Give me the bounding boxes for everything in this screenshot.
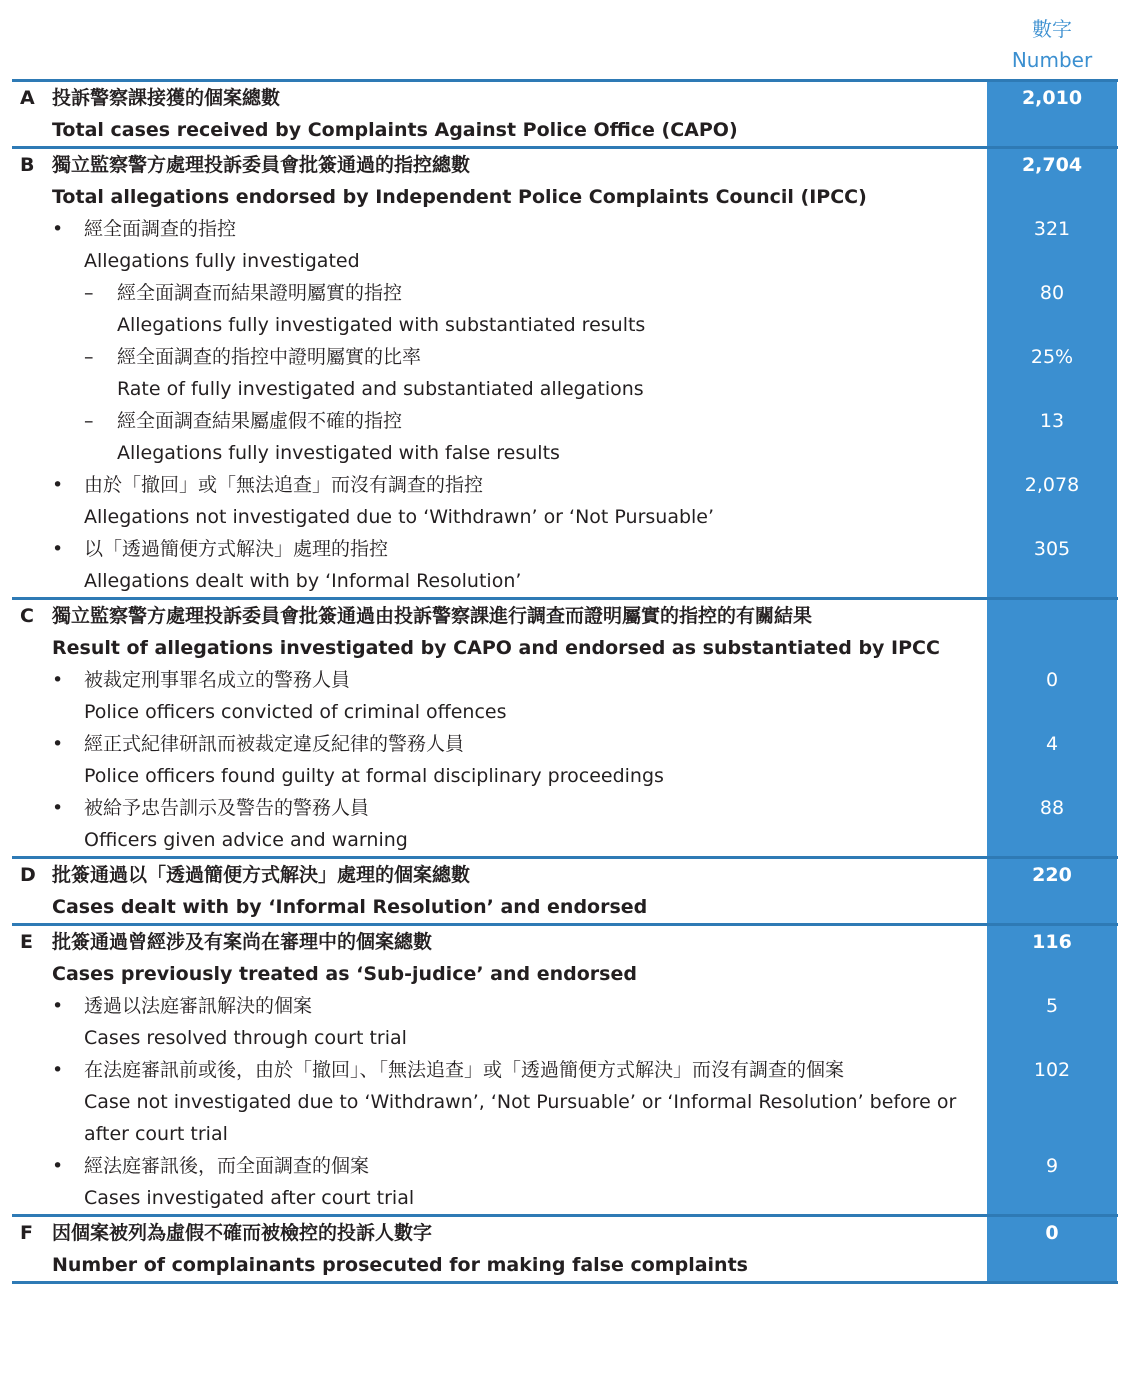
row-label: Total cases received by Complaints Against Police Office (CAPO) [52,119,738,141]
table-row [12,632,1118,664]
row-value: 116 [1032,931,1072,953]
row-value: 25% [1030,346,1074,368]
table-row [12,533,1118,565]
row-value: 13 [1039,410,1065,432]
table-row [12,309,1118,341]
section-letter: B [20,154,35,176]
row-label: Total allegations endorsed by Independent Police Complaints Council (IPCC) [52,186,867,208]
table-row [12,891,1118,923]
row-label: Cases dealt with by ‘Informal Resolution’ and endorsed [52,896,648,918]
row-label: 經全面調查而結果證明屬實的指控 [117,282,403,304]
row-value: 220 [1032,864,1072,886]
section-letter: D [20,864,36,886]
row-label: 被給予忠告訓示及警告的警務人員 [84,797,370,819]
table-row [12,926,1118,958]
row-value: 4 [1045,733,1059,755]
row-label: Police officers convicted of criminal offences [84,701,507,723]
row-value: 9 [1045,1155,1059,1177]
complaints-statistics-table [12,79,1118,1284]
table-row [12,114,1118,146]
header-number-chinese: 數字 [1032,17,1072,41]
row-value: 2,010 [1021,87,1083,109]
bullet-marker: • [52,995,64,1017]
table-row [12,600,1118,632]
table-row [12,245,1118,277]
table-row [12,1118,1118,1150]
row-value: 305 [1033,538,1071,560]
row-label: 經法庭審訊後，而全面調查的個案 [84,1155,370,1177]
row-label: Allegations fully investigated [84,250,360,272]
bullet-marker: • [52,218,64,240]
row-value: 0 [1045,669,1059,691]
row-label: Allegations not investigated due to ‘Withdrawn’ or ‘Not Pursuable’ [84,506,715,528]
bullet-marker: • [52,797,64,819]
table-row [12,82,1118,114]
section-c [12,597,1118,856]
section-e [12,923,1118,1214]
section-letter: C [20,605,34,627]
table-row [12,277,1118,309]
row-label: 被裁定刑事罪名成立的警務人員 [84,669,351,691]
row-label: Cases previously treated as ‘Sub-judice’ and endorsed [52,963,637,985]
row-label: Rate of fully investigated and substantiated allegations [117,378,644,400]
section-b [12,146,1118,597]
row-label: after court trial [84,1123,228,1145]
row-label: 經全面調查結果屬虛假不確的指控 [117,410,403,432]
table-row [12,1217,1118,1249]
bullet-marker: • [52,669,64,691]
table-row [12,1150,1118,1182]
row-value: 5 [1045,995,1059,1017]
row-label: 投訴警察課接獲的個案總數 [52,87,281,109]
bullet-marker: • [52,1155,64,1177]
table-row [12,990,1118,1022]
row-label: Case not investigated due to ‘Withdrawn’, ‘Not Pursuable’ or ‘Informal Resolution’ before or [84,1091,957,1113]
section-letter: E [20,931,33,953]
dash-marker: – [84,410,94,432]
table-row [12,1086,1118,1118]
bullet-marker: • [52,1059,64,1081]
row-label: Cases resolved through court trial [84,1027,407,1049]
row-value: 80 [1039,282,1065,304]
row-label: Officers given advice and warning [84,829,408,851]
row-label: 獨立監察警方處理投訴委員會批簽通過的指控總數 [52,154,471,176]
table-row [12,728,1118,760]
table-row [12,664,1118,696]
bullet-marker: • [52,474,64,496]
table-row [12,1054,1118,1086]
table-row [12,565,1118,597]
row-label: 透過以法庭審訊解決的個案 [84,995,313,1017]
table-row [12,213,1118,245]
row-label: 經正式紀律研訊而被裁定違反紀律的警務人員 [84,733,465,755]
section-d [12,856,1118,923]
table-row [12,181,1118,213]
row-label: Allegations fully investigated with false results [117,442,560,464]
row-value: 321 [1033,218,1071,240]
row-label: Result of allegations investigated by CAPO and endorsed as substantiated by IPCC [52,637,940,659]
row-label: 在法庭審訊前或後，由於「撤回」、「無法追查」或「透過簡便方式解決」而沒有調查的個案 [84,1059,845,1081]
row-value: 0 [1045,1222,1059,1244]
table-row [12,405,1118,437]
section-f [12,1214,1118,1284]
table-row [12,341,1118,373]
table-row [12,469,1118,501]
row-value: 2,704 [1021,154,1083,176]
row-label: Cases investigated after court trial [84,1187,415,1209]
table-row [12,1182,1118,1214]
table-row [12,1022,1118,1054]
table-row [12,760,1118,792]
table-row [12,149,1118,181]
dash-marker: – [84,346,94,368]
row-label: 批簽通過以「透過簡便方式解決」處理的個案總數 [52,864,471,886]
table-row [12,792,1118,824]
row-label: Allegations dealt with by ‘Informal Resolution’ [84,570,522,592]
table-row [12,373,1118,405]
row-value: 2,078 [1024,474,1080,496]
section-a [12,79,1118,146]
bullet-marker: • [52,733,64,755]
bullet-marker: • [52,538,64,560]
row-label: 經全面調查的指控中證明屬實的比率 [117,346,422,368]
dash-marker: – [84,282,94,304]
table-row [12,1249,1118,1281]
table-row [12,437,1118,469]
row-label: 由於「撤回」或「無法追查」而沒有調查的指控 [84,474,484,496]
row-label: Police officers found guilty at formal disciplinary proceedings [84,765,664,787]
row-label: 批簽通過曾經涉及有案尚在審理中的個案總數 [52,931,433,953]
row-label: 以「透過簡便方式解決」處理的指控 [84,538,389,560]
row-value: 88 [1039,797,1065,819]
section-letter: F [20,1222,33,1244]
table-row [12,958,1118,990]
row-label: Allegations fully investigated with substantiated results [117,314,646,336]
row-value: 102 [1033,1059,1071,1081]
header-number-english: Number [1011,48,1093,72]
row-label: 獨立監察警方處理投訴委員會批簽通過由投訴警察課進行調查而證明屬實的指控的有關結果 [52,605,813,627]
row-label: 經全面調查的指控 [84,218,237,240]
table-row [12,824,1118,856]
row-label: 因個案被列為虛假不確而被檢控的投訴人數字 [52,1222,433,1244]
table-row [12,859,1118,891]
table-row [12,696,1118,728]
table-row [12,501,1118,533]
row-label: Number of complainants prosecuted for making false complaints [52,1254,748,1276]
section-letter: A [20,87,35,109]
number-column-header [987,14,1117,76]
